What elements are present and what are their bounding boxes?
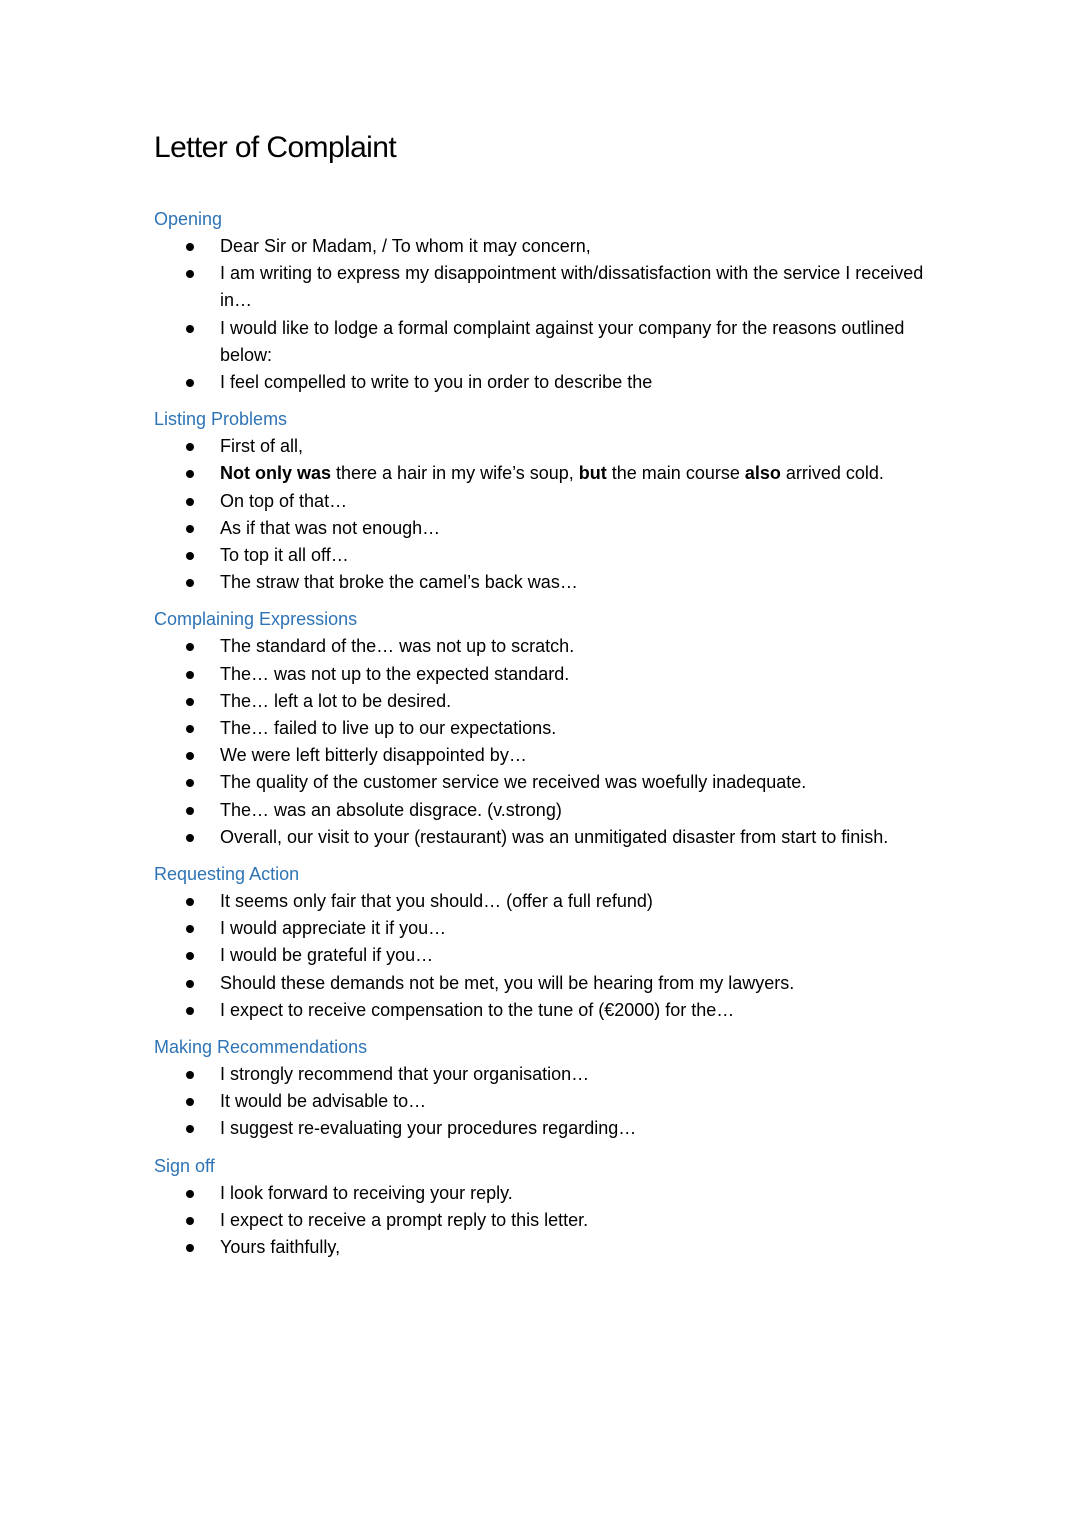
bullet-icon — [186, 1190, 194, 1198]
list-item-text: It seems only fair that you should… (offer a full refund) — [220, 891, 653, 912]
bullet-icon — [186, 925, 194, 933]
list-item-text: I expect to receive compensation to the tune of (€2000) for the… — [220, 999, 735, 1020]
sections-container — [154, 206, 934, 1261]
section-opening — [154, 206, 934, 396]
list-item — [154, 515, 934, 542]
section-heading: Opening — [154, 209, 223, 229]
list-item-text: arrived cold. — [780, 463, 884, 484]
list-item — [154, 915, 934, 942]
list-item-text: It would be advisable to… — [220, 1091, 427, 1112]
document-page — [154, 128, 934, 1271]
list-item-text: I strongly recommend that your organisation… — [220, 1064, 590, 1085]
bullet-icon — [186, 779, 194, 787]
list-item — [154, 688, 934, 715]
bullet-icon — [186, 643, 194, 651]
list-item-text: Yours faithfully, — [220, 1237, 341, 1258]
emphasis-text: but — [578, 463, 607, 484]
bullet-icon — [186, 898, 194, 906]
list-item-text: Overall, our visit to your (restaurant) was an unmitigated disaster from start to finish. — [220, 826, 889, 847]
list-item — [154, 1088, 934, 1115]
list-item-text: I am writing to express my disappointment with/dissatisfaction with the service I received in… — [220, 263, 924, 311]
list-item — [154, 633, 934, 660]
bullet-icon — [186, 443, 194, 451]
list-item — [154, 742, 934, 769]
bullet-icon — [186, 1071, 194, 1079]
bullet-icon — [186, 952, 194, 960]
bullet-icon — [186, 1125, 194, 1133]
list-item — [154, 1115, 934, 1142]
bullet-icon — [186, 698, 194, 706]
bullet-icon — [186, 243, 194, 251]
bullet-icon — [186, 498, 194, 506]
list-item-text: I feel compelled to write to you in order to describe the — [220, 372, 653, 393]
list-item-text: The… was an absolute disgrace. (v.strong) — [220, 799, 562, 820]
list-item — [154, 460, 934, 487]
list-item-text: The standard of the… was not up to scratch. — [220, 636, 575, 657]
bullet-icon — [186, 752, 194, 760]
list-item — [154, 797, 934, 824]
list-item-text: On top of that… — [220, 490, 348, 511]
list-item-text: To top it all off… — [220, 545, 349, 566]
list-item-text: there a hair in my wife’s soup, — [331, 463, 579, 484]
bullet-icon — [186, 270, 194, 278]
list-item — [154, 824, 934, 851]
page-title: Letter of Complaint — [154, 131, 397, 164]
bullet-icon — [186, 1244, 194, 1252]
list-item — [154, 715, 934, 742]
list-item — [154, 769, 934, 796]
bullet-icon — [186, 1217, 194, 1225]
section-making-recommendations — [154, 1034, 934, 1143]
section-requesting-action — [154, 861, 934, 1024]
list-item-text: We were left bitterly disappointed by… — [220, 745, 527, 766]
bullet-list — [154, 1061, 934, 1143]
section-complaining-expressions — [154, 606, 934, 851]
list-item — [154, 569, 934, 596]
bullet-icon — [186, 552, 194, 560]
list-item — [154, 315, 934, 369]
section-heading: Complaining Expressions — [154, 609, 358, 630]
list-item-text: I would appreciate it if you… — [220, 918, 447, 939]
list-item-text: First of all, — [220, 436, 304, 457]
list-item — [154, 1234, 934, 1261]
emphasis-text: also — [744, 463, 781, 484]
list-item — [154, 260, 934, 314]
bullet-list — [154, 433, 934, 596]
list-item-text: the main course — [606, 463, 745, 484]
emphasis-text: Not only was — [220, 463, 332, 484]
section-heading: Requesting Action — [154, 864, 300, 885]
list-item — [154, 488, 934, 515]
bullet-icon — [186, 325, 194, 333]
list-item — [154, 369, 934, 396]
list-item-text: As if that was not enough… — [220, 517, 441, 538]
list-item-text: I would be grateful if you… — [220, 945, 434, 966]
list-item — [154, 997, 934, 1024]
section-heading: Sign off — [154, 1155, 215, 1176]
bullet-list — [154, 633, 934, 851]
bullet-icon — [186, 470, 194, 478]
list-item — [154, 970, 934, 997]
list-item — [154, 1207, 934, 1234]
list-item — [154, 888, 934, 915]
bullet-icon — [186, 671, 194, 679]
list-item-text: The quality of the customer service we received was woefully inadequate. — [220, 772, 807, 793]
list-item-text: Should these demands not be met, you will be hearing from my lawyers. — [220, 972, 795, 993]
bullet-icon — [186, 579, 194, 587]
section-heading: Making Recommendations — [154, 1037, 368, 1058]
list-item — [154, 542, 934, 569]
list-item-text: I expect to receive a prompt reply to this letter. — [220, 1209, 589, 1230]
bullet-icon — [186, 980, 194, 988]
section-listing-problems — [154, 406, 934, 596]
list-item-text: The… failed to live up to our expectations. — [220, 718, 557, 739]
list-item-text: I look forward to receiving your reply. — [220, 1182, 513, 1203]
list-item — [154, 233, 934, 260]
bullet-list — [154, 1180, 934, 1262]
bullet-list — [154, 888, 934, 1024]
bullet-icon — [186, 834, 194, 842]
section-sign-off — [154, 1153, 934, 1262]
bullet-icon — [186, 379, 194, 387]
list-item — [154, 433, 934, 460]
list-item-text: The… was not up to the expected standard. — [220, 663, 570, 684]
list-item-text: The… left a lot to be desired. — [220, 690, 452, 711]
bullet-icon — [186, 725, 194, 733]
list-item — [154, 1180, 934, 1207]
list-item-text: Dear Sir or Madam, / To whom it may concern, — [220, 236, 591, 256]
list-item — [154, 942, 934, 969]
bullet-icon — [186, 1007, 194, 1015]
bullet-icon — [186, 807, 194, 815]
list-item — [154, 1061, 934, 1088]
section-heading: Listing Problems — [154, 409, 288, 430]
bullet-icon — [186, 525, 194, 533]
bullet-icon — [186, 1098, 194, 1106]
list-item-text: I suggest re-evaluating your procedures regarding… — [220, 1118, 637, 1139]
list-item-text: The straw that broke the camel’s back was… — [220, 572, 578, 593]
list-item-text: I would like to lodge a formal complaint against your company for the reasons outlined below: — [220, 317, 905, 365]
bullet-list — [154, 233, 934, 396]
list-item — [154, 661, 934, 688]
